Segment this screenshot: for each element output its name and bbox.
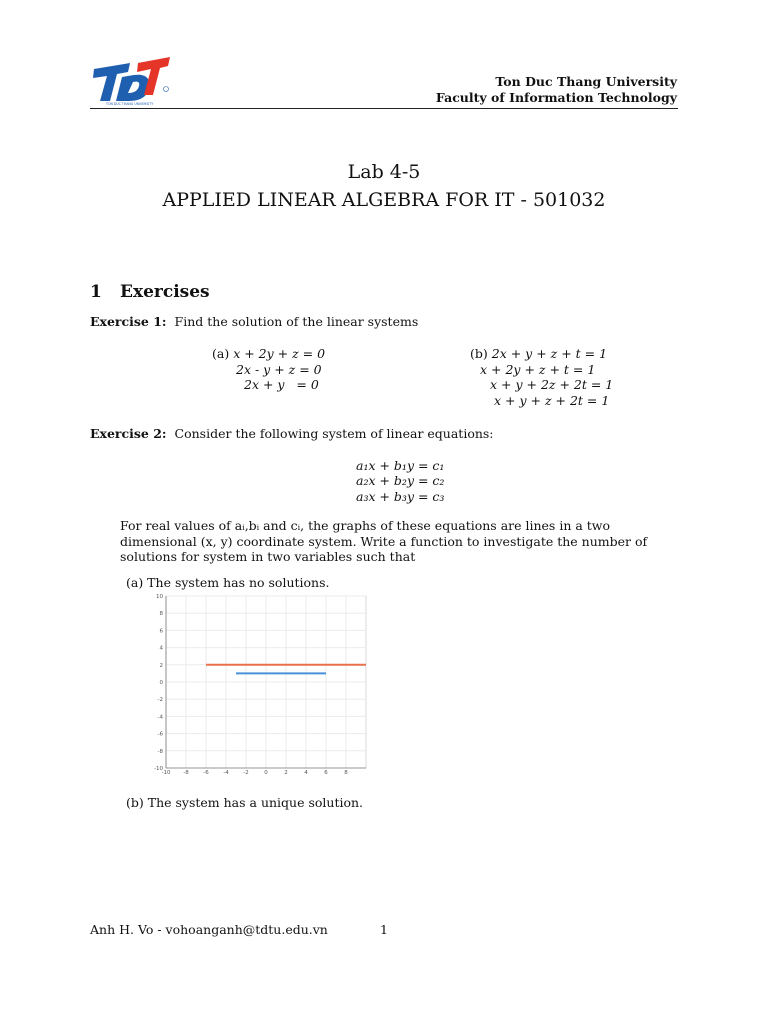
university-logo	[90, 55, 172, 107]
item-b: (b) The system has a unique solution.	[126, 795, 364, 810]
x-tick-label: 6	[324, 770, 328, 774]
item-a: (a) The system has no solutions.	[126, 575, 330, 590]
system-b-eq-4: x + y + z + 2t = 1	[494, 393, 610, 408]
exercise-2-paragraph: For real values of aᵢ,bᵢ and cᵢ, the graphs of these equations are lines in a two dimensional (x, y) coordinate system. Write a function to investigate the number of solutions for system in two variables such that	[120, 518, 648, 564]
x-tick-label: 2	[284, 770, 288, 774]
system-b	[470, 346, 607, 362]
y-tick-label: 8	[159, 611, 163, 618]
exercise-2-label: Exercise 2:	[90, 426, 167, 441]
section-title: Exercises	[120, 282, 210, 302]
x-tick-label: -10	[161, 770, 171, 774]
logo-subtext: TON DUC THANG UNIVERSITY	[106, 102, 154, 106]
system-a-eq-2: 2x - y + z = 0	[236, 362, 322, 377]
section-number: 1	[90, 282, 102, 302]
system-b-eq-3: x + y + 2z + 2t = 1	[490, 377, 614, 392]
system-a	[212, 346, 325, 362]
y-tick-label: -4	[157, 714, 163, 721]
course-title: APPLIED LINEAR ALGEBRA FOR IT - 501032	[162, 189, 606, 211]
x-tick-label: -4	[223, 770, 229, 774]
exercise-2-prompt	[90, 426, 494, 441]
exercise-2-text: Consider the following system of linear equations:	[174, 426, 494, 441]
x-tick-label: 4	[304, 770, 308, 774]
exercise-1-prompt	[90, 314, 418, 329]
x-tick-label: -2	[243, 770, 249, 774]
system-a-eq-1: x + 2y + z = 0	[233, 346, 326, 361]
x-tick-label: -6	[203, 770, 209, 774]
y-tick-label: -8	[157, 748, 163, 755]
university-name: Ton Duc Thang University	[495, 74, 677, 89]
y-tick-label: -10	[154, 766, 163, 772]
y-tick-label: 6	[159, 628, 163, 635]
equation-2: a₂x + b₂y = c₂	[356, 473, 445, 488]
exercise-1-text: Find the solution of the linear systems	[174, 314, 419, 329]
x-tick-label: 0	[264, 770, 268, 774]
y-tick-label: 2	[159, 662, 163, 669]
header-rule	[90, 108, 678, 109]
system-a-label: (a)	[212, 346, 230, 361]
equation-3: a₃x + b₃y = c₃	[356, 489, 445, 504]
y-tick-label: 0	[159, 680, 163, 686]
exercise-1-label: Exercise 1:	[90, 314, 167, 329]
system-b-eq-1: 2x + y + z + t = 1	[491, 346, 608, 361]
equation-1: a₁x + b₁y = c₁	[356, 458, 445, 473]
footer-author: Anh H. Vo - vohoanganh@tdtu.edu.vn	[90, 922, 328, 937]
y-tick-label: 10	[156, 594, 163, 600]
y-tick-label: 4	[159, 645, 163, 652]
no-solution-chart	[146, 590, 368, 778]
y-tick-label: -6	[157, 731, 163, 738]
x-tick-label: 8	[344, 770, 348, 774]
page-number: 1	[380, 922, 388, 937]
y-tick-label: -2	[157, 697, 163, 704]
system-a-eq-3: 2x + y = 0	[244, 377, 319, 392]
chart-svg	[146, 590, 368, 774]
system-b-eq-2: x + 2y + z + t = 1	[480, 362, 596, 377]
lab-title: Lab 4-5	[347, 161, 421, 183]
faculty-name: Faculty of Information Technology	[435, 90, 677, 105]
x-tick-label: -8	[183, 770, 189, 774]
section-heading	[90, 282, 210, 302]
system-b-label: (b)	[470, 346, 488, 361]
